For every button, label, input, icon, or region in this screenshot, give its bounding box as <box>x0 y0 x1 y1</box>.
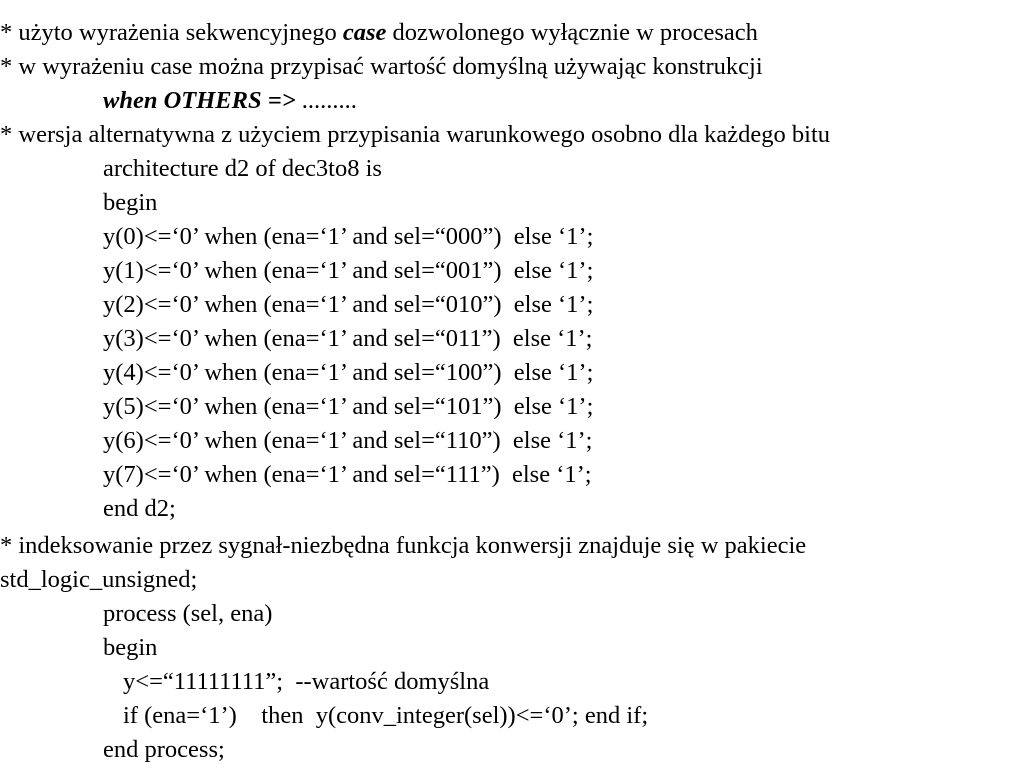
bullet-1-prefix: * użyto wyrażenia sekwencyjnego <box>0 19 343 46</box>
bullet-signal-indexing: * indeksowanie przez sygnał-niezbędna funkcja konwersji znajduje się w pakiecie <box>0 532 807 559</box>
case-keyword: case <box>342 19 387 46</box>
code-line: end process; <box>103 736 225 763</box>
code-line: y(1)<=‘0’ when (ena=‘1’ and sel=“001”) else ‘1’; <box>103 257 594 284</box>
when-others-keyword: when OTHERS => <box>103 87 296 114</box>
when-others-tail: ......... <box>295 87 357 114</box>
code-line: begin <box>103 634 158 661</box>
code-line: y<=“11111111”; --wartość domyślna <box>123 668 490 695</box>
code-line: if (ena=‘1’) then y(conv_integer(sel))<=‘0’; end if; <box>123 702 649 729</box>
code-line: y(5)<=‘0’ when (ena=‘1’ and sel=“101”) else ‘1’; <box>103 393 594 420</box>
code-line: y(3)<=‘0’ when (ena=‘1’ and sel=“011”) else ‘1’; <box>103 325 593 352</box>
bullet-default-value: * w wyrażeniu case można przypisać wartość domyślną używając konstrukcji <box>0 53 763 80</box>
code-line: architecture d2 of dec3to8 is <box>103 155 382 182</box>
code-line: begin <box>103 189 158 216</box>
code-line: y(7)<=‘0’ when (ena=‘1’ and sel=“111”) else ‘1’; <box>103 461 592 488</box>
code-line: y(4)<=‘0’ when (ena=‘1’ and sel=“100”) else ‘1’; <box>103 359 594 386</box>
bullet-alternative-version: * wersja alternatywna z użyciem przypisania warunkowego osobno dla każdego bitu <box>0 121 830 148</box>
code-line: process (sel, ena) <box>103 600 273 627</box>
bullet-case-sequential <box>0 16 758 50</box>
bullet-1-suffix: dozwolonego wyłącznie w procesach <box>386 19 758 46</box>
code-line: y(0)<=‘0’ when (ena=‘1’ and sel=“000”) else ‘1’; <box>103 223 594 250</box>
when-others-construct <box>103 84 357 118</box>
bullet-signal-indexing-cont: std_logic_unsigned; <box>0 566 198 593</box>
code-line: y(6)<=‘0’ when (ena=‘1’ and sel=“110”) else ‘1’; <box>103 427 593 454</box>
code-line: y(2)<=‘0’ when (ena=‘1’ and sel=“010”) else ‘1’; <box>103 291 594 318</box>
code-line: end d2; <box>103 495 176 522</box>
